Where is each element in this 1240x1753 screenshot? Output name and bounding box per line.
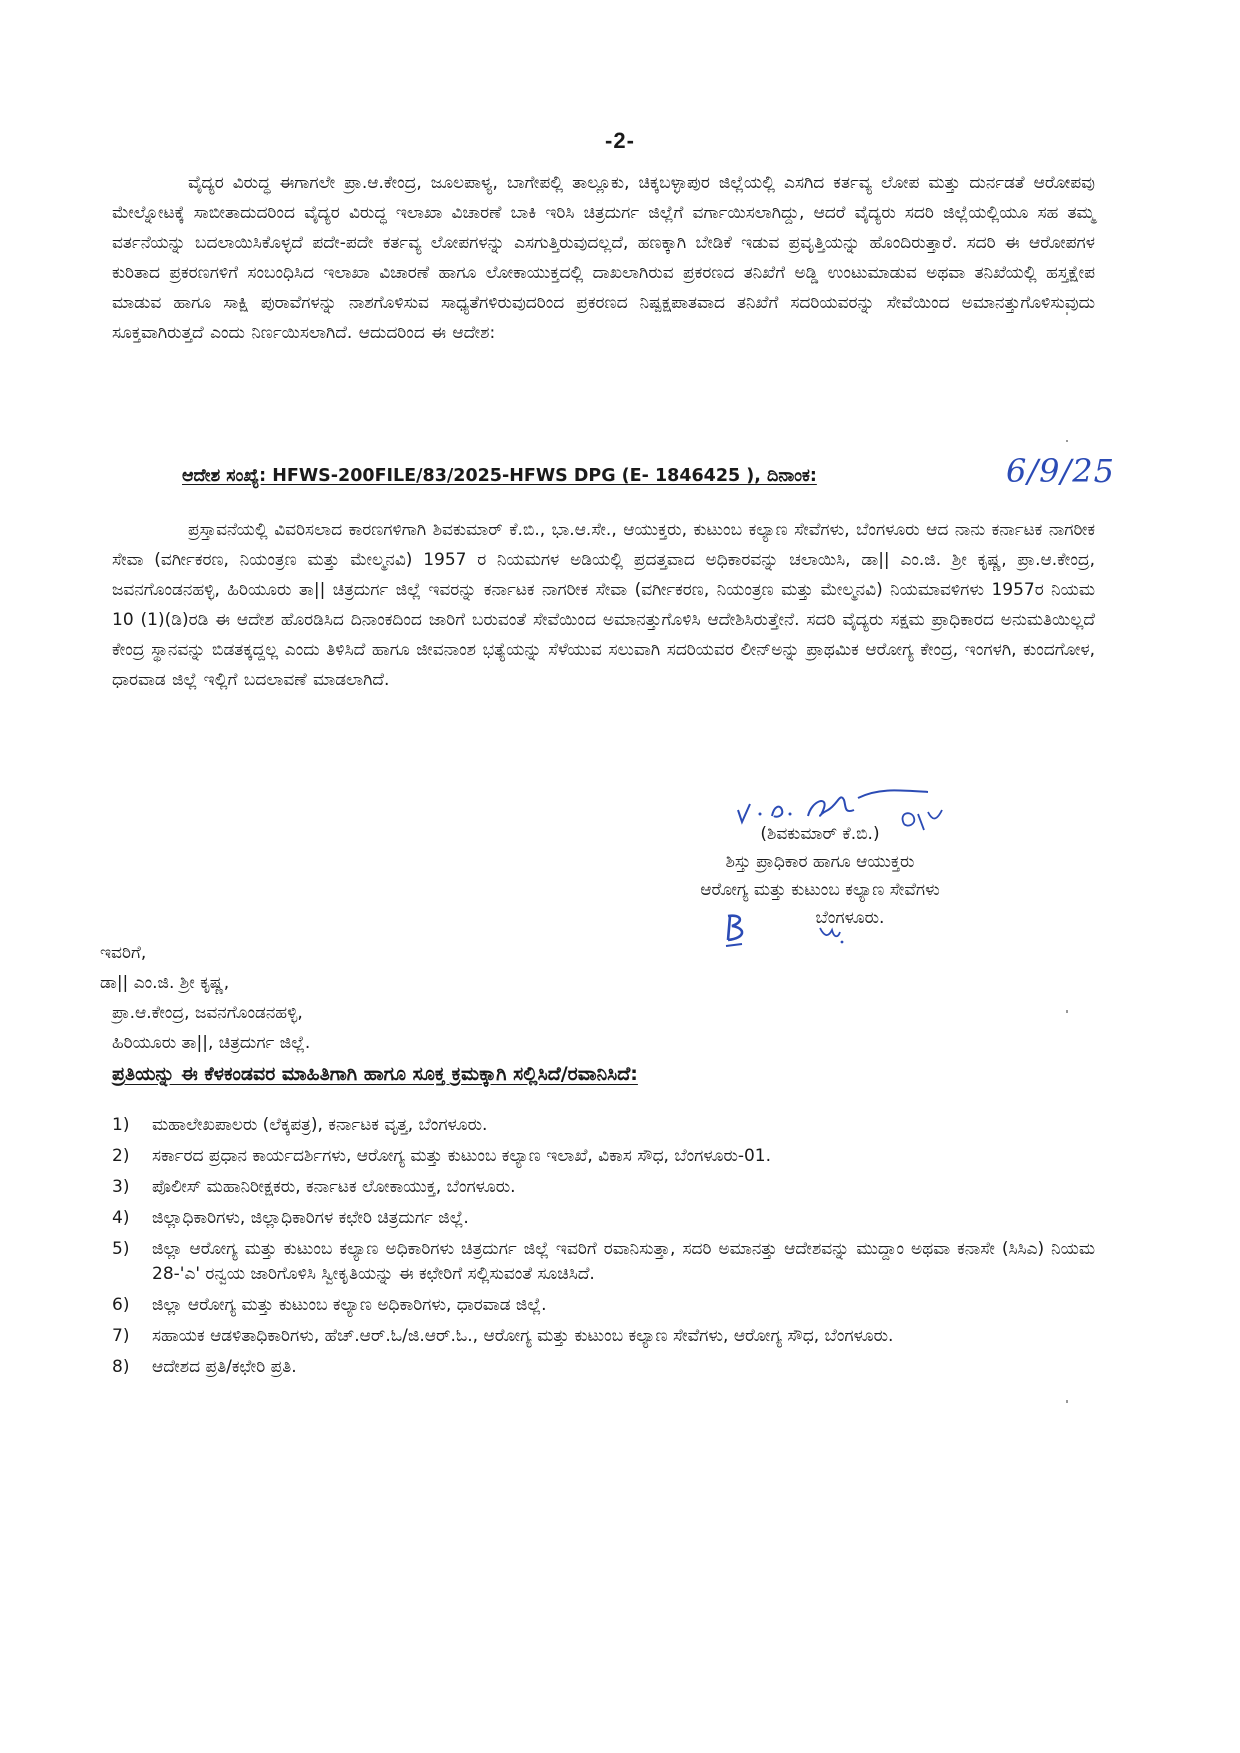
copy-item-text: ಪೊಲೀಸ್ ಮಹಾನಿರೀಕ್ಷಕರು, ಕರ್ನಾಟಕ ಲೋಕಾಯುಕ್ತ, ಬೆಂಗಳೂರು. — [152, 1177, 516, 1197]
signatory-place: ಬೆಂಗಳೂರು. — [815, 908, 885, 928]
copy-list-item — [112, 1175, 1095, 1200]
scan-dot — [1066, 1010, 1068, 1013]
copy-list-item — [112, 1355, 1095, 1380]
copy-item-number: 6) — [112, 1295, 130, 1315]
handwritten-date: 6/9/25 — [1006, 452, 1115, 490]
copy-item-text: ಸಹಾಯಕ ಆಡಳಿತಾಧಿಕಾರಿಗಳು, ಹೆಚ್.ಆರ್.ಓ/ಜಿ.ಆರ್.ಓ., ಆರೋಗ್ಯ ಮತ್ತು ಕುಟುಂಬ ಕಲ್ಯಾಣ ಸೇವೆಗಳು, ಆರೋಗ್ಯ ಸೌಧ, ಬೆಂಗಳೂರು. — [152, 1326, 894, 1346]
copy-item-number: 5) — [112, 1239, 130, 1259]
copy-list-item — [112, 1113, 1095, 1138]
page-number: -2- — [605, 128, 635, 153]
copy-to-list — [112, 1113, 1095, 1386]
copy-item-text: ಸರ್ಕಾರದ ಪ್ರಧಾನ ಕಾರ್ಯದರ್ಶಿಗಳು, ಆರೋಗ್ಯ ಮತ್ತು ಕುಟುಂಬ ಕಲ್ಯಾಣ ಇಲಾಖೆ, ವಿಕಾಸ ಸೌಧ, ಬೆಂಗಳೂರು-01. — [152, 1146, 772, 1166]
order-number-line: ಆದೇಶ ಸಂಖ್ಯೆ: HFWS-200FILE/83/2025-HFWS DPG (E- 1846425 ), ದಿನಾಂಕ: — [182, 466, 817, 486]
copy-item-number: 2) — [112, 1146, 130, 1166]
copy-item-text: ಆದೇಶದ ಪ್ರತಿ/ಕಛೇರಿ ಪ್ರತಿ. — [152, 1357, 297, 1377]
copy-item-text: ಜಿಲ್ಲಾ ಆರೋಗ್ಯ ಮತ್ತು ಕುಟುಂಬ ಕಲ್ಯಾಣ ಅಧಿಕಾರಿಗಳು ಚಿತ್ರದುರ್ಗ ಜಿಲ್ಲೆ ಇವರಿಗೆ ರವಾನಿಸುತ್ತಾ, ಸದರಿ ಅಮಾನತ್ತು ಆದೇಶವನ್ನು ಮುದ್ದಾಂ ಅಥವಾ ಕನಾಸೇ (ಸಿಸಿಎ) ನಿಯಮ 28-'ಎ' ರನ್ವಯ ಜಾರಿಗೊಳಿಸಿ ಸ್ವೀಕೃತಿಯನ್ನು ಈ ಕಛೇರಿಗೆ ಸಲ್ಲಿಸುವಂತೆ ಸೂಚಿಸಿದೆ. — [152, 1239, 1095, 1284]
recipient-line: ಹಿರಿಯೂರು ತಾ||, ಚಿತ್ರದುರ್ಗ ಜಿಲ್ಲೆ. — [112, 1033, 311, 1053]
recipient-line: ಡಾ|| ಎಂ.ಜಿ. ಶ್ರೀ ಕೃಷ್ಣ, — [100, 973, 230, 993]
body-paragraph: ವೈದ್ಯರ ವಿರುದ್ಧ ಈಗಾಗಲೇ ಪ್ರಾ.ಆ.ಕೇಂದ್ರ, ಜೂಲಪಾಳ್ಯ, ಬಾಗೇಪಲ್ಲಿ ತಾಲ್ಲೂಕು, ಚಿಕ್ಕಬಳ್ಳಾಪುರ ಜಿಲ್ಲೆಯಲ್ಲಿ ಎಸಗಿದ ಕರ್ತವ್ಯ ಲೋಪ ಮತ್ತು ದುರ್ನಡತೆ ಆರೋಪವು ಮೇಲ್ನೋಟಕ್ಕೆ ಸಾಬೀತಾದುದರಿಂದ ವೈದ್ಯರ ವಿರುದ್ಧ ಇಲಾಖಾ ವಿಚಾರಣೆ ಬಾಕಿ ಇರಿಸಿ ಚಿತ್ರದುರ್ಗ ಜಿಲ್ಲೆಗೆ ವರ್ಗಾಯಿಸಲಾಗಿದ್ದು, ಆದರೆ ವೈದ್ಯರು ಸದರಿ ಜಿಲ್ಲೆಯಲ್ಲಿಯೂ ಸಹ ತಮ್ಮ ವರ್ತನೆಯನ್ನು ಬದಲಾಯಿಸಿಕೊಳ್ಳದೆ ಪದೇ-ಪದೇ ಕರ್ತವ್ಯ ಲೋಪಗಳನ್ನು ಎಸಗುತ್ತಿರುವುದಲ್ಲದೆ, ಹಣಕ್ಕಾಗಿ ಬೇಡಿಕೆ ಇಡುವ ಪ್ರವೃತ್ತಿಯನ್ನು ಹೊಂದಿರುತ್ತಾರೆ. ಸದರಿ ಈ ಆರೋಪಗಳ ಕುರಿತಾದ ಪ್ರಕರಣಗಳಿಗೆ ಸಂಬಂಧಿಸಿದ ಇಲಾಖಾ ವಿಚಾರಣೆ ಹಾಗೂ ಲೋಕಾಯುಕ್ತದಲ್ಲಿ ದಾಖಲಾಗಿರುವ ಪ್ರಕರಣದ ತನಿಖೆಗೆ ಅಡ್ಡಿ ಉಂಟುಮಾಡುವ ಅಥವಾ ತನಿಖೆಯಲ್ಲಿ ಹಸ್ತಕ್ಷೇಪ ಮಾಡುವ ಹಾಗೂ ಸಾಕ್ಷಿ ಪುರಾವೆಗಳನ್ನು ನಾಶಗೊಳಿಸುವ ಸಾಧ್ಯತೆಗಳಿರುವುದರಿಂದ ಪ್ರಕರಣದ ನಿಷ್ಪಕ್ಷಪಾತವಾದ ತನಿಖೆಗೆ ಸದರಿಯವರನ್ನು ಸೇವೆಯಿಂದ ಅಮಾನತ್ತುಗೊಳಿಸುವುದು ಸೂಕ್ತವಾಗಿರುತ್ತದೆ ಎಂದು ನಿರ್ಣಯಿಸಲಾಗಿದೆ. ಆದುದರಿಂದ ಈ ಆದೇಶ: — [112, 173, 1095, 343]
signatory-department: ಆರೋಗ್ಯ ಮತ್ತು ಕುಟುಂಬ ಕಲ್ಯಾಣ ಸೇವೆಗಳು — [700, 880, 940, 900]
signatory-name: (ಶಿವಕುಮಾರ್ ಕೆ.ಬಿ.) — [760, 824, 880, 844]
copy-item-text: ಜಿಲ್ಲಾಧಿಕಾರಿಗಳು, ಜಿಲ್ಲಾಧಿಕಾರಿಗಳ ಕಛೇರಿ ಚಿತ್ರದುರ್ಗ ಜಿಲ್ಲೆ. — [152, 1208, 469, 1228]
copy-to-heading: ಪ್ರತಿಯನ್ನು ಈ ಕೆಳಕಂಡವರ ಮಾಹಿತಿಗಾಗಿ ಹಾಗೂ ಸೂಕ್ತ ಕ್ರಮಕ್ಕಾಗಿ ಸಲ್ಲಿಸಿದೆ/ರವಾನಿಸಿದೆ: — [112, 1063, 638, 1085]
copy-list-item — [112, 1324, 1095, 1349]
recipient-line: ಪ್ರಾ.ಆ.ಕೇಂದ್ರ, ಜವನಗೊಂಡನಹಳ್ಳಿ, — [112, 1003, 303, 1023]
copy-item-number: 8) — [112, 1357, 130, 1377]
copy-list-item — [112, 1237, 1095, 1287]
scan-dot — [1066, 1400, 1068, 1403]
copy-item-text: ಜಿಲ್ಲಾ ಆರೋಗ್ಯ ಮತ್ತು ಕುಟುಂಬ ಕಲ್ಯಾಣ ಅಧಿಕಾರಿಗಳು, ಧಾರವಾಡ ಜಿಲ್ಲೆ. — [152, 1295, 547, 1315]
order-section — [112, 515, 1095, 695]
initials-scribble-icon — [716, 908, 856, 952]
copy-list-item — [112, 1144, 1095, 1169]
copy-list-item — [112, 1206, 1095, 1231]
copy-item-number: 4) — [112, 1208, 130, 1228]
initials-mark — [716, 908, 856, 952]
signatory-designation: ಶಿಸ್ತು ಪ್ರಾಧಿಕಾರ ಹಾಗೂ ಆಯುಕ್ತರು — [725, 852, 915, 872]
copy-item-number: 1) — [112, 1115, 130, 1135]
copy-item-number: 7) — [112, 1326, 130, 1346]
copy-list-item — [112, 1293, 1095, 1318]
recipient-to-label: ಇವರಿಗೆ, — [100, 943, 147, 963]
scan-dot — [1066, 440, 1068, 442]
body-section — [112, 168, 1095, 348]
copy-item-number: 3) — [112, 1177, 130, 1197]
order-paragraph: ಪ್ರಸ್ತಾವನೆಯಲ್ಲಿ ವಿವರಿಸಲಾದ ಕಾರಣಗಳಿಗಾಗಿ ಶಿವಕುಮಾರ್ ಕೆ.ಬಿ., ಭಾ.ಆ.ಸೇ., ಆಯುಕ್ತರು, ಕುಟುಂಬ ಕಲ್ಯಾಣ ಸೇವೆಗಳು, ಬೆಂಗಳೂರು ಆದ ನಾನು ಕರ್ನಾಟಕ ನಾಗರೀಕ ಸೇವಾ (ವರ್ಗೀಕರಣ, ನಿಯಂತ್ರಣ ಮತ್ತು ಮೇಲ್ಮನವಿ) 1957 ರ ನಿಯಮಗಳ ಅಡಿಯಲ್ಲಿ ಪ್ರದತ್ತವಾದ ಅಧಿಕಾರವನ್ನು ಚಲಾಯಿಸಿ, ಡಾ|| ಎಂ.ಜಿ. ಶ್ರೀ ಕೃಷ್ಣ, ಪ್ರಾ.ಆ.ಕೇಂದ್ರ, ಜವನಗೊಂಡನಹಳ್ಳಿ, ಹಿರಿಯೂರು ತಾ|| ಚಿತ್ರದುರ್ಗ ಜಿಲ್ಲೆ ಇವರನ್ನು ಕರ್ನಾಟಕ ನಾಗರೀಕ ಸೇವಾ (ವರ್ಗೀಕರಣ, ನಿಯಂತ್ರಣ ಮತ್ತು ಮೇಲ್ಮನವಿ) ನಿಯಮಾವಳಿಗಳು 1957ರ ನಿಯಮ 10 (1)(ಡಿ)ರಡಿ ಈ ಆದೇಶ ಹೊರಡಿಸಿದ ದಿನಾಂಕದಿಂದ ಜಾರಿಗೆ ಬರುವಂತೆ ಸೇವೆಯಿಂದ ಅಮಾನತ್ತುಗೊಳಿಸಿ ಆದೇಶಿಸಿರುತ್ತೇನೆ. ಸದರಿ ವೈದ್ಯರು ಸಕ್ಷಮ ಪ್ರಾಧಿಕಾರದ ಅನುಮತಿಯಿಲ್ಲದೆ ಕೇಂದ್ರ ಸ್ಥಾನವನ್ನು ಬಿಡತಕ್ಕದ್ದಲ್ಲ ಎಂದು ತಿಳಿಸಿದೆ ಹಾಗೂ ಜೀವನಾಂಶ ಭತ್ಯೆಯನ್ನು ಸೆಳೆಯುವ ಸಲುವಾಗಿ ಸದರಿಯವರ ಲೀನ್‌ಅನ್ನು ಪ್ರಾಥಮಿಕ ಆರೋಗ್ಯ ಕೇಂದ್ರ, ಇಂಗಳಗಿ, ಕುಂದಗೋಳ, ಧಾರವಾಡ ಜಿಲ್ಲೆ ಇಲ್ಲಿಗೆ ಬದಲಾವಣೆ ಮಾಡಲಾಗಿದೆ. — [112, 520, 1095, 690]
copy-item-text: ಮಹಾಲೇಖಪಾಲರು (ಲೆಕ್ಕಪತ್ರ), ಕರ್ನಾಟಕ ವೃತ್ತ, ಬೆಂಗಳೂರು. — [152, 1115, 488, 1135]
recipient-address — [100, 938, 310, 1058]
